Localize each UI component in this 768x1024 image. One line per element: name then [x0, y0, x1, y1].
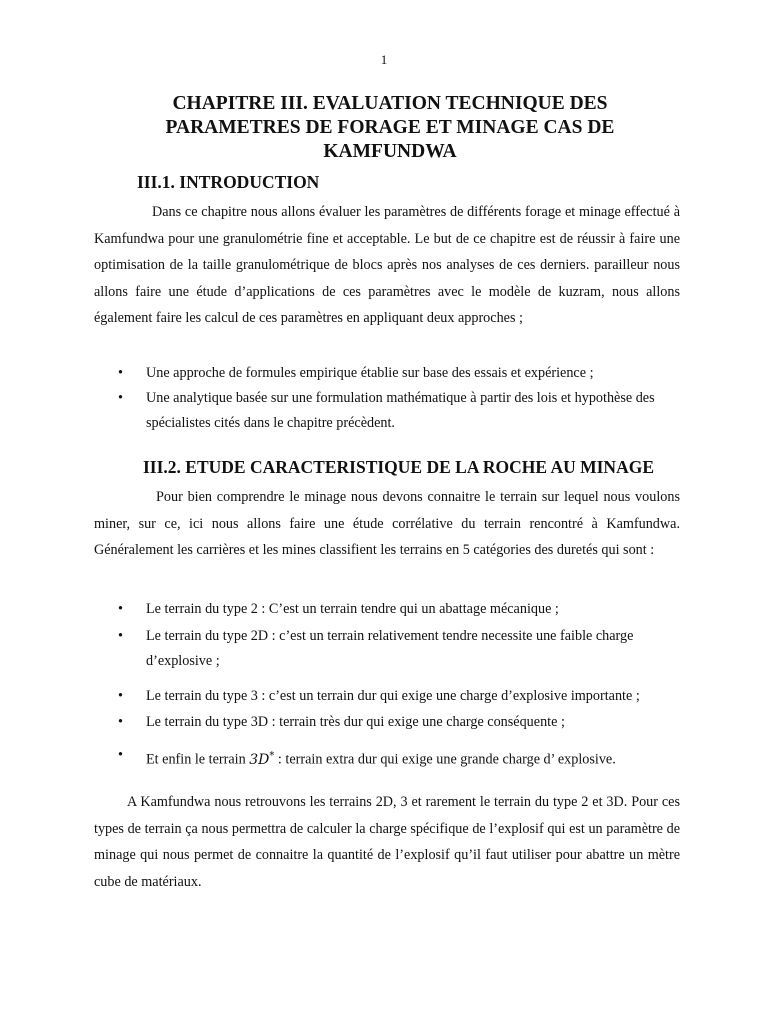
- math-base: 3D: [249, 751, 270, 768]
- page-number: 1: [380, 52, 388, 67]
- section-title-rock-study: III.2. ETUDE CARACTERISTIQUE DE LA ROCHE AU MINAGE: [143, 457, 654, 477]
- bullet-icon: •: [118, 601, 123, 617]
- list-item: [118, 361, 688, 386]
- bullet-icon: •: [118, 688, 123, 704]
- math-superscript: *: [269, 750, 275, 761]
- list-item-text: Le terrain du type 2 : C’est un terrain tendre qui un abattage mécanique ;: [146, 601, 559, 617]
- list-item: [118, 743, 688, 773]
- math-expression: [249, 752, 274, 768]
- list-item: [118, 624, 688, 674]
- bullet-icon: •: [118, 628, 123, 644]
- list-item-text: Une approche de formules empirique établie sur base des essais et expérience ;: [146, 365, 594, 381]
- bullet-icon: •: [118, 747, 123, 763]
- list-item-text-after: : terrain extra dur qui exige une grande charge d’ explosive.: [274, 751, 616, 768]
- list-item: [118, 710, 688, 735]
- introduction-paragraph: [94, 199, 680, 332]
- list-item-text: Le terrain du type 3D : terrain très dur qui exige une charge conséquente ;: [146, 714, 565, 730]
- chapter-title: CHAPITRE III. EVALUATION TECHNIQUE DES PARAMETRES DE FORAGE ET MINAGE CAS DE KAMFUNDWA: [165, 93, 615, 162]
- bullet-icon: •: [118, 365, 123, 381]
- rock-study-paragraph-text: Pour bien comprendre le minage nous devons connaitre le terrain sur lequel nous voulons miner, sur ce, ici nous allons faire une étude corrélative du terrain rencontré à Kamfundwa. Généralement les carrières et les mines classifient les terrains en 5 catégories des duretés qui sont :: [94, 489, 680, 559]
- closing-paragraph-text: A Kamfundwa nous retrouvons les terrains 2D, 3 et rarement le terrain du type 2 et 3D. Pour ces types de terrain ça nous permettra de calculer la charge spécifique de l’explosif qui est un paramètre de minage qui nous permet de connaitre la quantité de l’explosif qu’il faut utiliser pour abattre un mètre cube de matériaux.: [94, 794, 680, 890]
- list-item-text: Une analytique basée sur une formulation mathématique à partir des lois et hypothèse des spécialistes cités dans le chapitre précèdent.: [146, 390, 655, 431]
- introduction-paragraph-text: Dans ce chapitre nous allons évaluer les paramètres de différents forage et minage effectué à Kamfundwa pour une granulométrie fine et acceptable. Le but de ce chapitre est de réussir à faire une optimisation de la taille granulométrique de blocs après nos analyses de ces derniers. parailleur nous allons faire une étude d’applications de ces paramètres avec le modèle de kuzram, nous allons également faire les calcul de ces paramètres en appliquant deux approches ;: [94, 204, 680, 327]
- section-title-introduction: III.1. INTRODUCTION: [137, 172, 320, 192]
- list-item: [118, 386, 688, 436]
- bullet-icon: •: [118, 390, 123, 406]
- list-item: [118, 597, 688, 622]
- closing-paragraph: [94, 789, 680, 895]
- list-item: [118, 684, 688, 709]
- rock-study-paragraph: [94, 484, 680, 564]
- list-item-text: Le terrain du type 3 : c’est un terrain dur qui exige une charge d’explosive importante ;: [146, 688, 640, 704]
- list-item-text-before: Et enfin le terrain: [146, 751, 250, 768]
- bullet-icon: •: [118, 714, 123, 730]
- list-item-text: Le terrain du type 2D : c’est un terrain relativement tendre necessite une faible charge d’explosive ;: [146, 628, 634, 669]
- list-item-text: [146, 743, 688, 773]
